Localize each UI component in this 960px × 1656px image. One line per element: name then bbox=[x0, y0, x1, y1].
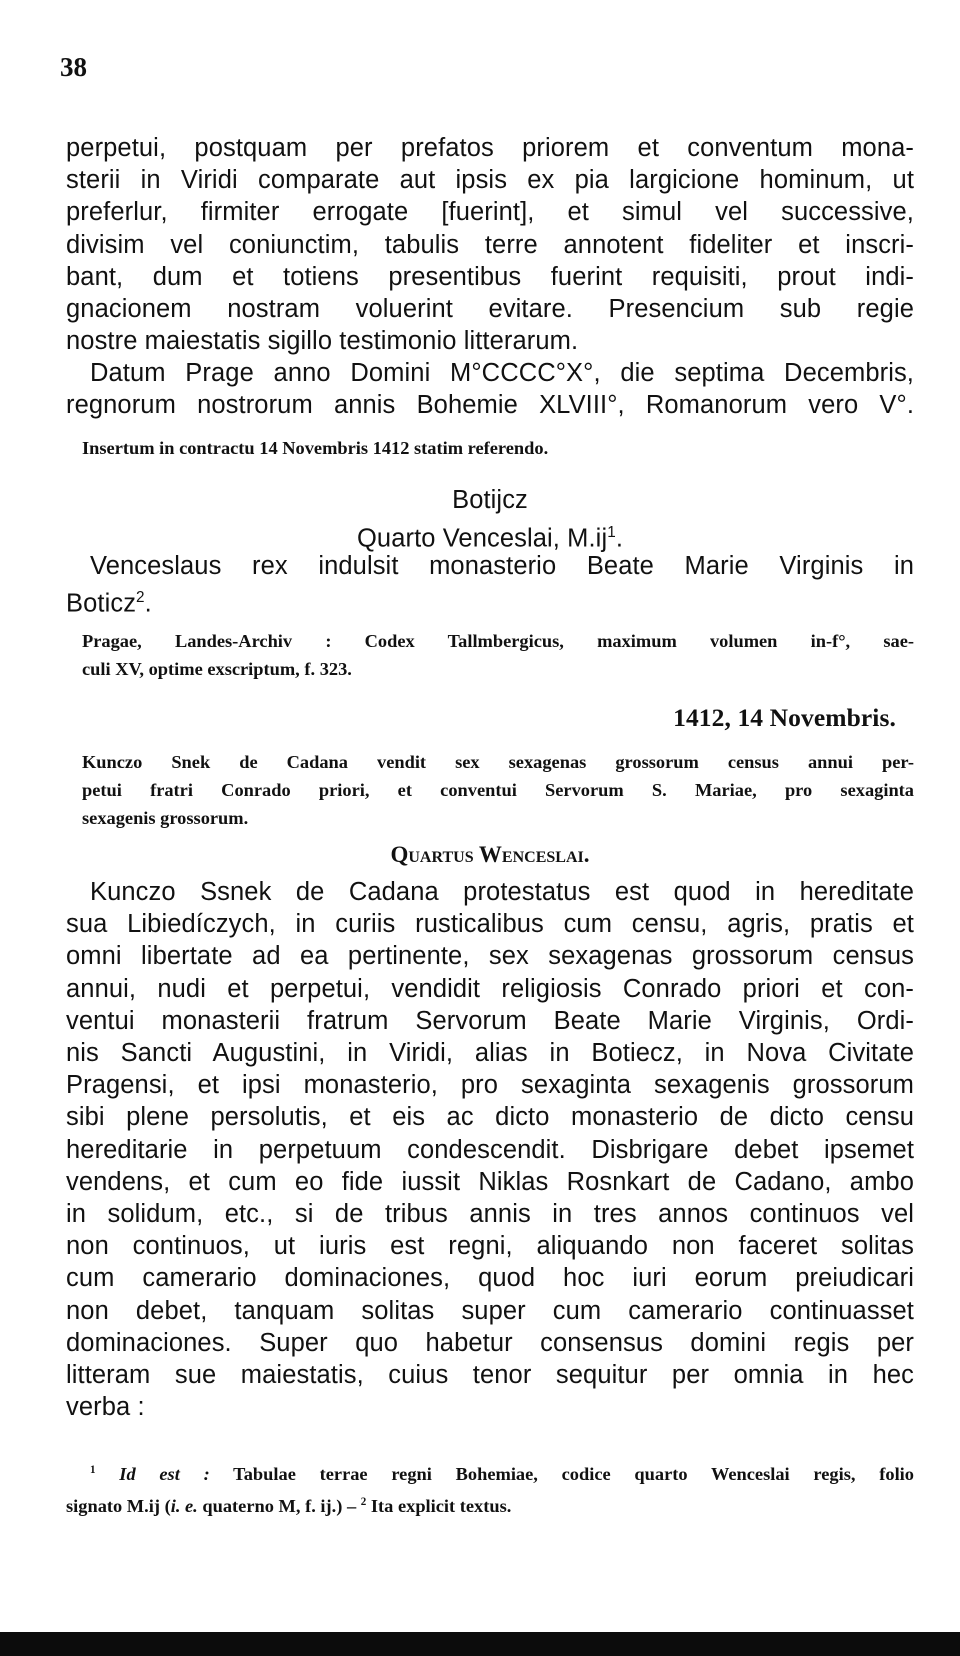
footnote-idest: Id est : bbox=[119, 1464, 210, 1485]
footnote-line bbox=[66, 1456, 914, 1488]
note-line: Pragae, Landes-Archiv : Codex Tallmbergicus, maximum volumen in-f°, sae- bbox=[82, 631, 914, 651]
footnote-text: Tabulae terrae regni Bohemiae, codice quarto Wenceslai regis, folio bbox=[233, 1464, 914, 1485]
text-line: gnacionem nostram voluerint evitare. Presencium sub regie bbox=[66, 295, 914, 324]
footnote-mark: 1 bbox=[90, 1464, 96, 1476]
text-line: ventui monasterii fratrum Servorum Beate Marie Virginis, Ordi- bbox=[66, 1006, 914, 1035]
heading-text: Quarto Venceslai, M.ij bbox=[356, 524, 608, 553]
footnote-text: Ita explicit textus. bbox=[370, 1496, 512, 1517]
text-line: regnorum nostrorum annis Bohemie XLVIII°, Romanorum vero V°. bbox=[66, 391, 914, 420]
text-line: preferlur, firmiter errogate [fuerint], et simul vel successive, bbox=[66, 198, 914, 227]
text-line: nis Sancti Augustini, in Viridi, alias in Botiecz, in Nova Civitate bbox=[66, 1039, 914, 1068]
text-line: verba : bbox=[66, 1393, 145, 1422]
date-line bbox=[66, 702, 896, 734]
text-line: sterii in Viridi comparate aut ipsis ex pia largicione hominum, ut bbox=[66, 166, 914, 195]
heading-quarto: Quarto Venceslai, $M.ij^1$. bbox=[356, 524, 624, 553]
main-paragraph bbox=[66, 876, 914, 1423]
text-line: non continuos, ut iuris est regni, aliquando non faceret solitas bbox=[66, 1232, 914, 1261]
text-span: Boticz bbox=[66, 589, 137, 618]
footnote-text: quaterno M, f. ij.) – bbox=[202, 1496, 357, 1517]
note-line: culi XV, optime exscriptum, f. 323. bbox=[82, 659, 352, 679]
text-line: non debet, tanquam solitas super cum camerario continuasset bbox=[66, 1296, 914, 1325]
text-line: Pragensi, et ipsi monasterio, pro sexaginta sexagenis grossorum bbox=[66, 1071, 914, 1100]
text-line: hereditarie in perpetuum condescendit. Disbrigare debet ipsemet bbox=[66, 1135, 914, 1164]
footnote-text-italic: i. e. bbox=[170, 1496, 198, 1517]
note-line: sexagenis grossorum. bbox=[82, 808, 249, 828]
note-line: Kunczo Snek de Cadana vendit sex sexagenas grossorum census annui per- bbox=[82, 752, 914, 772]
footnote-line bbox=[66, 1488, 914, 1520]
text-line: dominaciones. Super quo habetur consensus domini regis per bbox=[66, 1328, 914, 1357]
footnote-ref: 2 bbox=[136, 589, 145, 607]
text-line: nostre maiestatis sigillo testimonio litterarum. bbox=[66, 327, 579, 356]
text-line: bant, dum et totiens presentibus fuerint requisiti, prout indi- bbox=[66, 262, 914, 291]
text-line: perpetui, postquam per prefatos priorem et conventum mona- bbox=[66, 134, 914, 162]
text-line: Datum Prage anno Domini M°CCCC°X°, die septima Decembris, bbox=[90, 359, 914, 387]
scan-edge bbox=[0, 1632, 960, 1656]
text-line: vendens, et cum eo fide iussit Niklas Rosnkart de Cadano, ambo bbox=[66, 1167, 914, 1196]
paragraph-continuation bbox=[66, 132, 914, 357]
page-number: 38 bbox=[60, 52, 87, 82]
text-line: Kunczo Ssnek de Cadana protestatus est quod in hereditate bbox=[90, 878, 914, 906]
text-line: sua Libiedíczych, in curiis rusticalibus cum censu, agris, pratis et bbox=[66, 910, 914, 939]
date-text: 1412, 14 Novembris. bbox=[673, 703, 896, 732]
footnote-ref: 1 bbox=[607, 524, 616, 541]
text-line: omni libertate ad ea pertinente, sex sexagenas grossorum census bbox=[66, 942, 914, 971]
text-line: litteram sue maiestatis, cuius tenor sequitur per omnia in hec bbox=[66, 1361, 914, 1390]
text-line: annui, nudi et perpetui, vendidit religiosis Conrado priori et con- bbox=[66, 974, 914, 1003]
heading-text: Botijcz bbox=[452, 486, 528, 514]
footnotes bbox=[66, 1456, 914, 1520]
text-line: in solidum, etc., si de tribus annis in tres annos continuos vel bbox=[66, 1200, 914, 1229]
quartus-heading bbox=[66, 842, 914, 868]
summary-note bbox=[82, 748, 914, 832]
source-note bbox=[82, 627, 914, 683]
heading-botijcz bbox=[66, 484, 914, 516]
note-line: petui fratri Conrado priori, et conventui Servorum S. Mariae, pro sexaginta bbox=[82, 780, 914, 800]
heading-text: Quartus Wenceslai. bbox=[390, 842, 590, 867]
text-line: sibi plene persolutis, et eis ac dicto monasterio de dicto censu bbox=[66, 1103, 914, 1132]
text-line: Venceslaus rex indulsit monasterio Beate Marie Virginis in bbox=[90, 552, 914, 580]
text-line: cum camerario dominaciones, quod hoc iuri eorum preiudicari bbox=[66, 1264, 914, 1293]
insertum-note bbox=[82, 434, 882, 462]
text-line: divisim vel coniunctim, tabulis terre annotent fideliter et inscri- bbox=[66, 230, 914, 259]
text-line: Boticz$^2$. bbox=[66, 589, 152, 618]
datum-paragraph bbox=[66, 357, 914, 421]
note-line: Insertum in contractu 14 Novembris 1412 statim referendo. bbox=[82, 438, 549, 458]
footnote-text: signato M.ij ( bbox=[66, 1496, 171, 1517]
venceslaus-paragraph bbox=[66, 550, 914, 620]
footnote-mark: 2 bbox=[360, 1496, 367, 1509]
